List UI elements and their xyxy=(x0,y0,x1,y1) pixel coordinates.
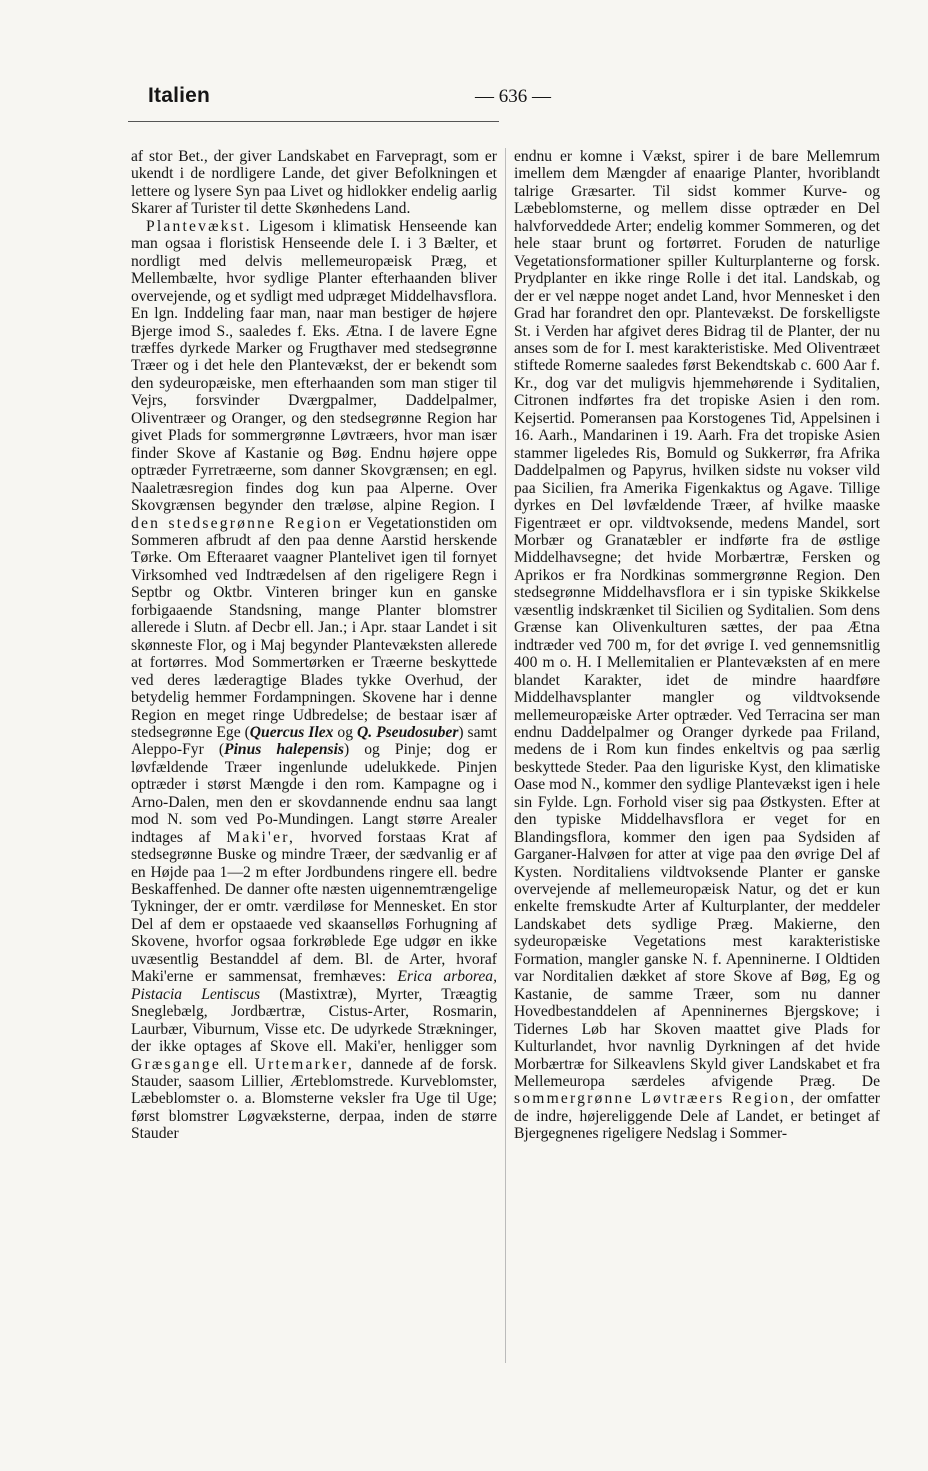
latin-name: Erica arborea, Pistacia Lentiscus xyxy=(131,968,498,1003)
header-rule xyxy=(128,121,499,122)
text-run: ) og Pinje; dog er løvfældende Træer ingenlunde udelukkede. Pinjen optræder i størst Mængde i den rom. Kampagne og i Arno-Dalen, men den er skovdannende endnu saa langt mod N. som ved Po-Mundingen. Langt større Arealer indtages af xyxy=(131,741,497,846)
column-divider xyxy=(505,148,506,1363)
term-stedsegroenne-region: I den stedsegrønne Region xyxy=(131,497,497,532)
running-title: Italien xyxy=(148,84,211,107)
left-column xyxy=(131,148,497,1143)
paragraph-plantevaekst xyxy=(131,218,497,1143)
text-run: er Vegetationstiden om Sommeren afbrudt af den paa denne Aarstid herskende Tørke. Om Efteraaret vaagner Plantelivet igen til fornyet Virksomhed ved Indtrædelsen af den rigeligere Regn i Septbr og Oktbr. Vinteren bringer kun en ganske forbigaaende Standsning, mange Planter blomstrer allerede i Slutn. af Decbr ell. Jan.; i Apr. staar Landet i sit skønneste Flor, og i Maj begynder Plantevæksten allerede at fortørres. Mod Sommertørken er Træerne beskyttede ved deres læderagtige Blades tykke Overhud, der betydelig hemmer Fordampningen. Skovene har i denne Region en meget ringe Udbredelse; de bestaar især af stedsegrønne Ege ( xyxy=(131,514,497,741)
text-run: ) samt Aleppo-Fyr ( xyxy=(131,723,498,759)
text-run: endnu er komne i Vækst, spirer i de bare Mellemrum imellem dem Mængder af enaarige Planter, hvoriblandt talrige Græsarter. Til sidst kommer Kurve- og Læbeblomsterne, og mellem disse optræder en Del halvforveddede Arter; endelig kommer Sommeren, og det hele staar brunt og fortørret. Foruden de naturlige Vegetationsformationer spiller Kulturplanterne og forsk. Prydplanter en ikke ringe Rolle i det ital. Landskab, og der er vel næppe noget andet Land, hvor Mennesket i den Grad har forandret den opr. Plantevækst. De forskelligste St. i Verden har afgivet deres Bidrag til de Planter, der nu anses som de for I. mest karakteristiske. Med Oliventræet stiftede Romerne saaledes først Bekendtskab c. 600 Aar f. Kr., dog var det muligvis hjemmehørende i Syditalien, Citronen indførtes fra det tropiske Asien i den rom. Kejsertid. Pomeransen paa Korstogenes Tid, Appelsinen i 16. Aarh., Mandarinen i 19. Aarh. Fra det tropiske Asien stammer ligeledes Ris, Bomuld og Sukkerrør, fra Afrika Daddelpalmen og Papyrus, hvilken sidste nu vokser vild paa Sicilien, fra Amerika Figenkaktus og Agave. Tillige dyrkes en Del løvfældende Træer, af hvilke maaske Figentræet er opr. vildtvoksende, medens Mandel, sort Morbær og Granatæbler er indførte fra de østlige Middelhavsegne; det hvide Morbærtræ, Fersken og Aprikos er fra Nordkinas sommergrønne Region. Den stedsegrønne Middelhavsflora er i sin typiske Skikkelse væsentlig indskrænket til Sicilien og Syditalien. Som dens Grænse kan Olivenkulturen sættes, der paa Ætna indtræder ved 700 m, for det øvrige I. ved gennemsnitlig 400 m o. H. I Mellemitalien er Plantevæksten af en mere blandet Karakter, idet de mindre haardføre Middelhavsplanter mangler og vildtvoksende mellemeuropæiske Arter optræder. Ved Terracina ser man endnu Daddelpalmer og Oranger dyrkede paa Friland, medens de i Rom kun findes enkeltvis og paa særlig beskyttede Steder. Paa den liguriske Kyst, den klimatiske Oase mod N., kommer den sydlige Plantevækst igen i hele sin Fylde. Lgn. Forhold viser sig paa Østkysten. Efter at den typiske Middelhavsflora er veget for en Blandingsflora, kommer den igen paa Sydsiden af Garganer-Halvøen for atter at vige paa den øvrige Del af Kysten. Norditaliens vildtvoksende Planter er ganske overvejende af mellemeuropæisk Natur, og det er kun enkelte fremskudte Arter af Kulturplanter, der meddeler Landskabet dets sydlige Præg. Makierne, den sydeuropæiske Vegetations mest karakteristiske Formation, mangler ganske N. f. Apenninerne. I Oldtiden var Norditalien dækket af store Skove af Bøg, Eg og Kastanie, de samme Træer, som nu danner Hovedbestanddelen af Apenninernes Bjergskove; i Tidernes Løb har Skoven maattet give Plads for Kulturlandet, hvor navnlig Dyrkningen af det hvide Morbærtræ for Silkeavlens Skyld giver Landskabet et fra Mellemeuropa særdeles afvigende Præg. De xyxy=(514,148,880,1091)
page-number: — 636 — xyxy=(475,86,551,107)
term-maki: Maki'er, xyxy=(226,828,296,846)
latin-name: Pinus halepensis xyxy=(224,741,344,759)
text-run: og xyxy=(337,723,353,741)
right-column xyxy=(514,148,880,1143)
term-sommergroenne-region: sommergrønne Løvtræers Region, xyxy=(514,1090,797,1108)
text-run: dannede af de forsk. Stauder, saasom Lillier, Ærteblomstrede. Kurveblomster, Læbeblomster o. a. Blomsterne veksler fra Uge til Uge; først blomstrer Løgvæksterne, derpaa, inden de større Stauder xyxy=(131,1055,497,1143)
page-header xyxy=(148,84,828,120)
latin-name: Quercus Ilex xyxy=(249,723,334,741)
term-urtemarker: Urtemarker, xyxy=(254,1055,354,1073)
paragraph-intro-continuation: af stor Bet., der giver Landskabet en Farvepragt, som er ukendt i de nordligere Lande, det giver Befolkningen et lettere og lysere Syn paa Livet og hidlokker endelig aarlig Skarer af Turister til dette Skønhedens Land. xyxy=(131,148,497,218)
text-run: ell. xyxy=(228,1055,248,1073)
text-run: Ligesom i klimatisk Henseende kan man ogsaa i floristisk Henseende dele I. i 3 Bælter, et nordligt med delvis mellemeuropæisk Præg, et Mellembælte, hvor sydlige Planter efterhaanden bliver overvejende, og et sydligt med udpræget Middelhavsflora. En lgn. Inddeling faar man, naar man bestiger de højere Bjerge imod S., saaledes f. Eks. Ætna. I de lavere Egne træffes dyrkede Marker og Frugthaver med stedsegrønne Træer og i det hele den Plantevækst, der er bekendt som den sydeuropæiske, men efterhaanden som man stiger til Vejrs, forsvinder Dværgpalmer, Daddelpalmer, Oliventræer og Oranger, og den stedsegrønne Region har givet Plads for sommergrønne Løvtræers, hvor man især finder Skove af Kastanie og Bøg. Endnu højere oppe optræder Fyrretræerne, som danner Skovgrænsen; en egl. Naaletræsregion findes dog kun paa Alperne. Over Skovgrænsen begynder den træløse, alpine Region. xyxy=(131,217,497,515)
section-heading-plantevaekst: Plantevækst. xyxy=(146,217,252,235)
latin-name: Q. Pseudosuber xyxy=(356,723,459,741)
paragraph-continuation xyxy=(514,148,880,1143)
text-run: hvorved forstaas Krat af stedsegrønne Buske og mindre Træer, der sædvanlig er af en Højde paa 1—2 m efter Jordbundens ringere ell. bedre Beskaffenhed. De danner ofte næsten uigennemtrængelige Tykninger, der er omtr. værdiløse for Mennesket. En stor Del af dem er opstaaede ved skaanselløs Forhugning af Skovene, hvorfor ogsaa forkrøblede Ege udgør en ikke uvæsentlig Bestanddel af dem. Bl. de Arter, hvoraf Maki'erne er sammensat, fremhæves: xyxy=(131,828,497,986)
term-graesgange: Græsgange xyxy=(131,1055,221,1073)
text-run: der omfatter de indre, højereliggende Dele af Landet, er betinget af Bjergegnenes rigeligere Nedslag i Sommer- xyxy=(514,1090,880,1143)
text-run: (Mastixtræ), Myrter, Træagtig Sneglebælg, Jordbærtræ, Cistus-Arter, Rosmarin, Laurbær, Viburnum, Visse etc. De udyrkede Strækninger, der ikke optages af Skove ell. Maki'er, henligger som xyxy=(131,985,498,1056)
